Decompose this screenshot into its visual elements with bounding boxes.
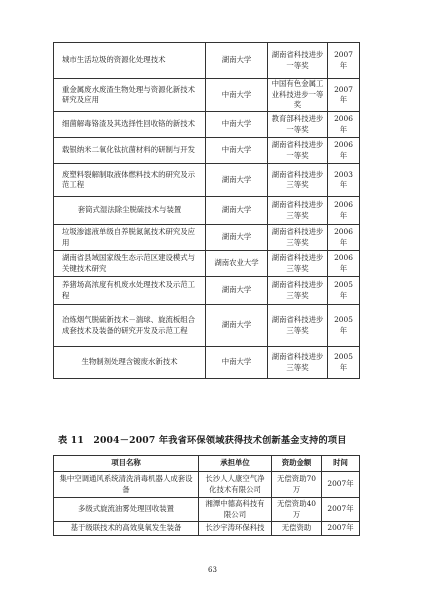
unit: 湖南大学: [206, 305, 268, 347]
table-row: [54, 251, 360, 277]
project-name: 套筒式湿法除尘脱硫技术与装置: [54, 197, 206, 225]
table-caption: 表 11 2004－2007 年我省环保领域获得技术创新基金支持的项目: [58, 435, 347, 446]
table-header-row: [54, 456, 360, 472]
table-row: [54, 225, 360, 251]
year: 2007年: [328, 43, 360, 79]
unit: 中南大学: [206, 79, 268, 112]
table-row: [54, 522, 360, 536]
unit: 中南大学: [206, 347, 268, 379]
project-name: 集中空调通风系统清洗消毒机器人成套设备: [54, 472, 199, 498]
year: 2006年: [328, 138, 360, 164]
project-name: 载银纳米二氧化钛抗菌材料的研制与开发: [54, 138, 206, 164]
unit: 长沙宇涛环保科技: [199, 522, 272, 536]
award: 湖南省科技进步三等奖: [268, 347, 328, 379]
project-name: 城市生活垃圾的资源化处理技术: [54, 43, 206, 79]
amount: 无偿资助40万: [272, 498, 322, 522]
year: 2007年: [322, 472, 360, 498]
unit: 湖南大学: [206, 197, 268, 225]
year: 2006年: [328, 112, 360, 138]
project-name: 湖南省县域国家级生态示范区建设模式与关键技术研究: [54, 251, 206, 277]
year: 2007年: [322, 498, 360, 522]
award: 湖南省科技进步一等奖: [268, 43, 328, 79]
year: 2007年: [328, 79, 360, 112]
unit: 中南大学: [206, 112, 268, 138]
table-row: [54, 277, 360, 305]
unit: 湖南大学: [206, 164, 268, 197]
amount: 无偿资助70万: [272, 472, 322, 498]
table-row: [54, 305, 360, 347]
column-header: 承担单位: [199, 456, 272, 472]
unit: 湘潭中德高科技有限公司: [199, 498, 272, 522]
year: 2005年: [328, 347, 360, 379]
project-name: 基于级联技术的高效臭氧发生装备: [54, 522, 199, 536]
amount: 无偿资助: [272, 522, 322, 536]
table-row: [54, 498, 360, 522]
award: 湖南省科技进步三等奖: [268, 225, 328, 251]
table-row: [54, 112, 360, 138]
table-row: [54, 43, 360, 79]
unit: 中南大学: [206, 138, 268, 164]
award: 湖南省科技进步三等奖: [268, 164, 328, 197]
unit: 长沙人人康空气净化技术有限公司: [199, 472, 272, 498]
project-name: 生物制剂处理含镀废水新技术: [54, 347, 206, 379]
table-row: [54, 347, 360, 379]
innovation-fund-table: [53, 455, 360, 536]
column-header: 时间: [322, 456, 360, 472]
table-row: [54, 164, 360, 197]
award: 湖南省科技进步一等奖: [268, 138, 328, 164]
award: 湖南省科技进步三等奖: [268, 197, 328, 225]
awards-table: [53, 42, 360, 379]
table-row: [54, 472, 360, 498]
project-name: 重金属废水废渣生物处理与资源化新技术研究及应用: [54, 79, 206, 112]
year: 2003年: [328, 164, 360, 197]
column-header: 项目名称: [54, 456, 199, 472]
award: 湖南省科技进步三等奖: [268, 305, 328, 347]
project-name: 养猪场高浓度有机废水处理技术及示范工程: [54, 277, 206, 305]
award: 湖南省科技进步三等奖: [268, 251, 328, 277]
year: 2007年: [322, 522, 360, 536]
year: 2005年: [328, 305, 360, 347]
table-row: [54, 138, 360, 164]
award: 湖南省科技进步三等奖: [268, 277, 328, 305]
year: 2006年: [328, 225, 360, 251]
unit: 湖南大学: [206, 43, 268, 79]
year: 2006年: [328, 197, 360, 225]
year: 2006年: [328, 251, 360, 277]
unit: 湖南大学: [206, 225, 268, 251]
table-row: [54, 79, 360, 112]
column-header: 资助金额: [272, 456, 322, 472]
table-row: [54, 197, 360, 225]
project-name: 废塑料裂解制取液体燃料技术的研究及示范工程: [54, 164, 206, 197]
year: 2005年: [328, 277, 360, 305]
project-name: 冶炼烟气脱硫新技术－湍球、旋流板组合成套技术及装备的研究开发及示范工程: [54, 305, 206, 347]
unit: 湖南大学: [206, 277, 268, 305]
unit: 湖南农业大学: [206, 251, 268, 277]
project-name: 细菌解毒铬渣及其选择性回收铬的新技术: [54, 112, 206, 138]
award: 教育部科技进步一等奖: [268, 112, 328, 138]
project-name: 多级式旋流油雾处理回收装置: [54, 498, 199, 522]
page-number: 63: [208, 566, 217, 574]
award: 中国有色金属工业科技进步一等奖: [268, 79, 328, 112]
project-name: 垃圾渗滤液单级自养脱氮氮技术研究及应用: [54, 225, 206, 251]
